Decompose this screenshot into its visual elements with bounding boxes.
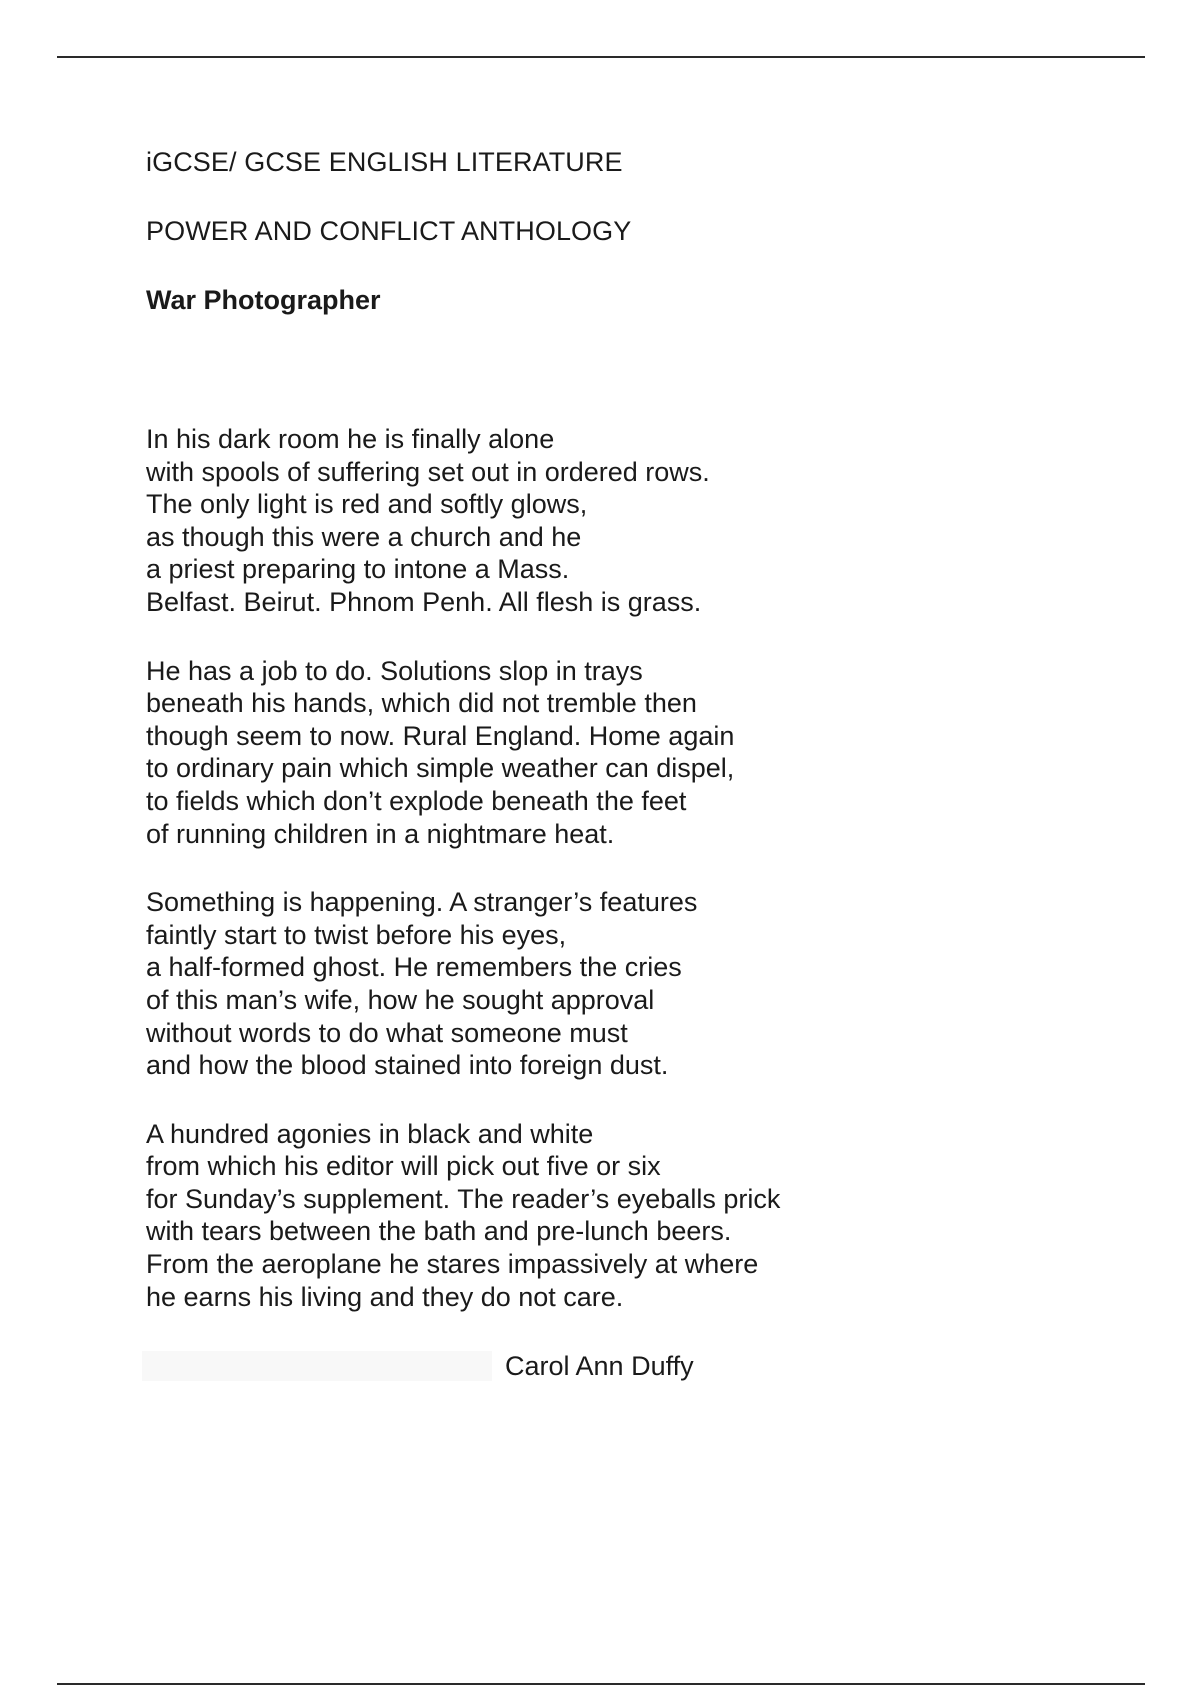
poem-line: to ordinary pain which simple weather can dispel, (146, 753, 735, 784)
poem-stanza (146, 1118, 1086, 1314)
poem-line: Something is happening. A stranger’s features (146, 887, 698, 918)
poem-line: of running children in a nightmare heat. (146, 818, 615, 849)
poem-line: He has a job to do. Solutions slop in trays (146, 655, 643, 686)
poem-line: from which his editor will pick out five or six (146, 1151, 661, 1182)
poem-stanza (146, 423, 1086, 619)
blank-field (142, 1351, 492, 1381)
poem-line: faintly start to twist before his eyes, (146, 919, 567, 950)
poem-line: and how the blood stained into foreign dust. (146, 1050, 669, 1081)
poem-line: The only light is red and softly glows, (146, 489, 588, 520)
poem-line: a priest preparing to intone a Mass. (146, 554, 570, 585)
poem-line: a half-formed ghost. He remembers the cries (146, 952, 682, 983)
poem-line: with tears between the bath and pre-lunch beers. (146, 1216, 732, 1247)
document-body (146, 145, 1086, 1389)
poem-line: as though this were a church and he (146, 521, 582, 552)
poem-line: From the aeroplane he stares impassively at where (146, 1249, 759, 1280)
poem-line: beneath his hands, which did not tremble then (146, 688, 697, 719)
poem-line: In his dark room he is finally alone (146, 424, 555, 454)
poem-title: War Photographer (146, 285, 381, 315)
poem-line: of this man’s wife, how he sought approval (146, 984, 655, 1015)
poem-line: without words to do what someone must (146, 1017, 628, 1048)
anthology-heading: POWER AND CONFLICT ANTHOLOGY (146, 216, 632, 246)
poem-line: with spools of suffering set out in ordered rows. (146, 456, 710, 487)
course-heading: iGCSE/ GCSE ENGLISH LITERATURE (146, 147, 623, 177)
poem-body (146, 423, 1086, 1313)
poem-stanza (146, 886, 1086, 1082)
poem-line: Belfast. Beirut. Phnom Penh. All flesh is grass. (146, 586, 702, 617)
poem-stanza (146, 655, 1086, 851)
poem-line: A hundred agonies in black and white (146, 1118, 594, 1149)
top-rule (57, 56, 1145, 58)
poem-line: though seem to now. Rural England. Home again (146, 720, 735, 751)
bottom-rule (57, 1683, 1145, 1685)
poem-line: to fields which don’t explode beneath the feet (146, 785, 687, 816)
author-row (146, 1349, 1086, 1389)
poem-line: he earns his living and they do not care. (146, 1281, 624, 1312)
poem-line: for Sunday’s supplement. The reader’s eyeballs prick (146, 1183, 781, 1214)
poem-author: Carol Ann Duffy (505, 1351, 694, 1382)
